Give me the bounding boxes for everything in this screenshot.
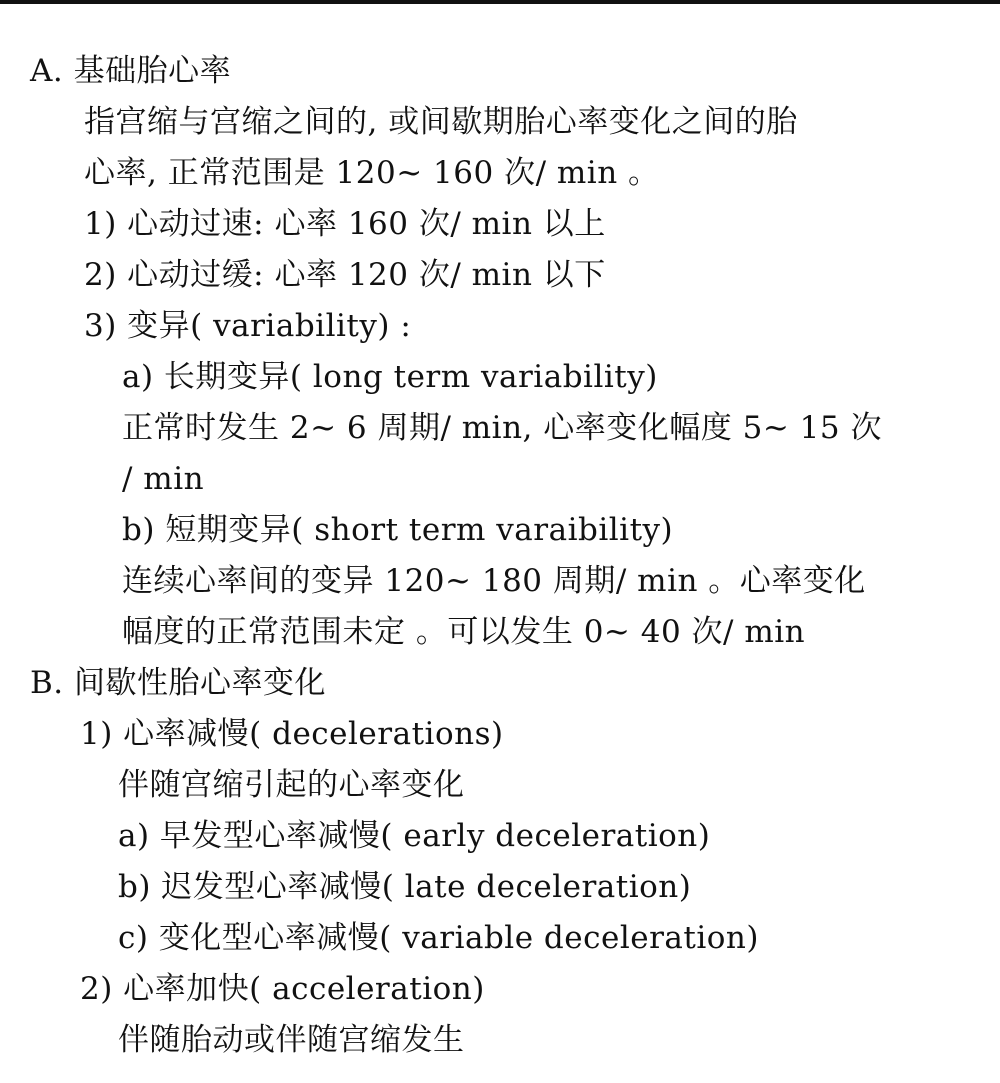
top-rule — [0, 0, 1000, 4]
short-term-variability-desc-1: 连续心率间的变异 120~ 180 周期/ min 。心率变化 — [122, 563, 866, 599]
baseline-definition-line-1: 指宫缩与宫缩之间的, 或间歇期胎心率变化之间的胎 — [84, 104, 798, 140]
section-a-heading: A. 基础胎心率 — [30, 53, 232, 89]
acceleration-item: 2) 心率加快( acceleration) — [80, 971, 485, 1007]
decelerations-desc: 伴随宫缩引起的心率变化 — [118, 767, 465, 803]
decelerations-item: 1) 心率减慢( decelerations) — [80, 716, 504, 752]
early-deceleration-item: a) 早发型心率减慢( early deceleration) — [118, 818, 711, 854]
long-term-variability-desc-1: 正常时发生 2~ 6 周期/ min, 心率变化幅度 5~ 15 次 — [122, 410, 882, 446]
bradycardia-item: 2) 心动过缓: 心率 120 次/ min 以下 — [84, 257, 606, 293]
short-term-variability-desc-2: 幅度的正常范围未定 。可以发生 0~ 40 次/ min — [122, 614, 806, 650]
variability-item: 3) 变异( variability) : — [84, 308, 412, 344]
long-term-variability-item: a) 长期变异( long term variability) — [122, 359, 658, 395]
late-deceleration-item: b) 迟发型心率减慢( late deceleration) — [118, 869, 692, 905]
tachycardia-item: 1) 心动过速: 心率 160 次/ min 以上 — [84, 206, 606, 242]
variable-deceleration-item: c) 变化型心率减慢( variable deceleration) — [118, 920, 759, 956]
long-term-variability-desc-2: / min — [122, 461, 205, 497]
baseline-definition-line-2: 心率, 正常范围是 120~ 160 次/ min 。 — [84, 155, 660, 191]
section-b-heading: B. 间歇性胎心率变化 — [30, 665, 326, 701]
short-term-variability-item: b) 短期变异( short term varaibility) — [122, 512, 674, 548]
acceleration-desc: 伴随胎动或伴随宫缩发生 — [118, 1022, 465, 1058]
